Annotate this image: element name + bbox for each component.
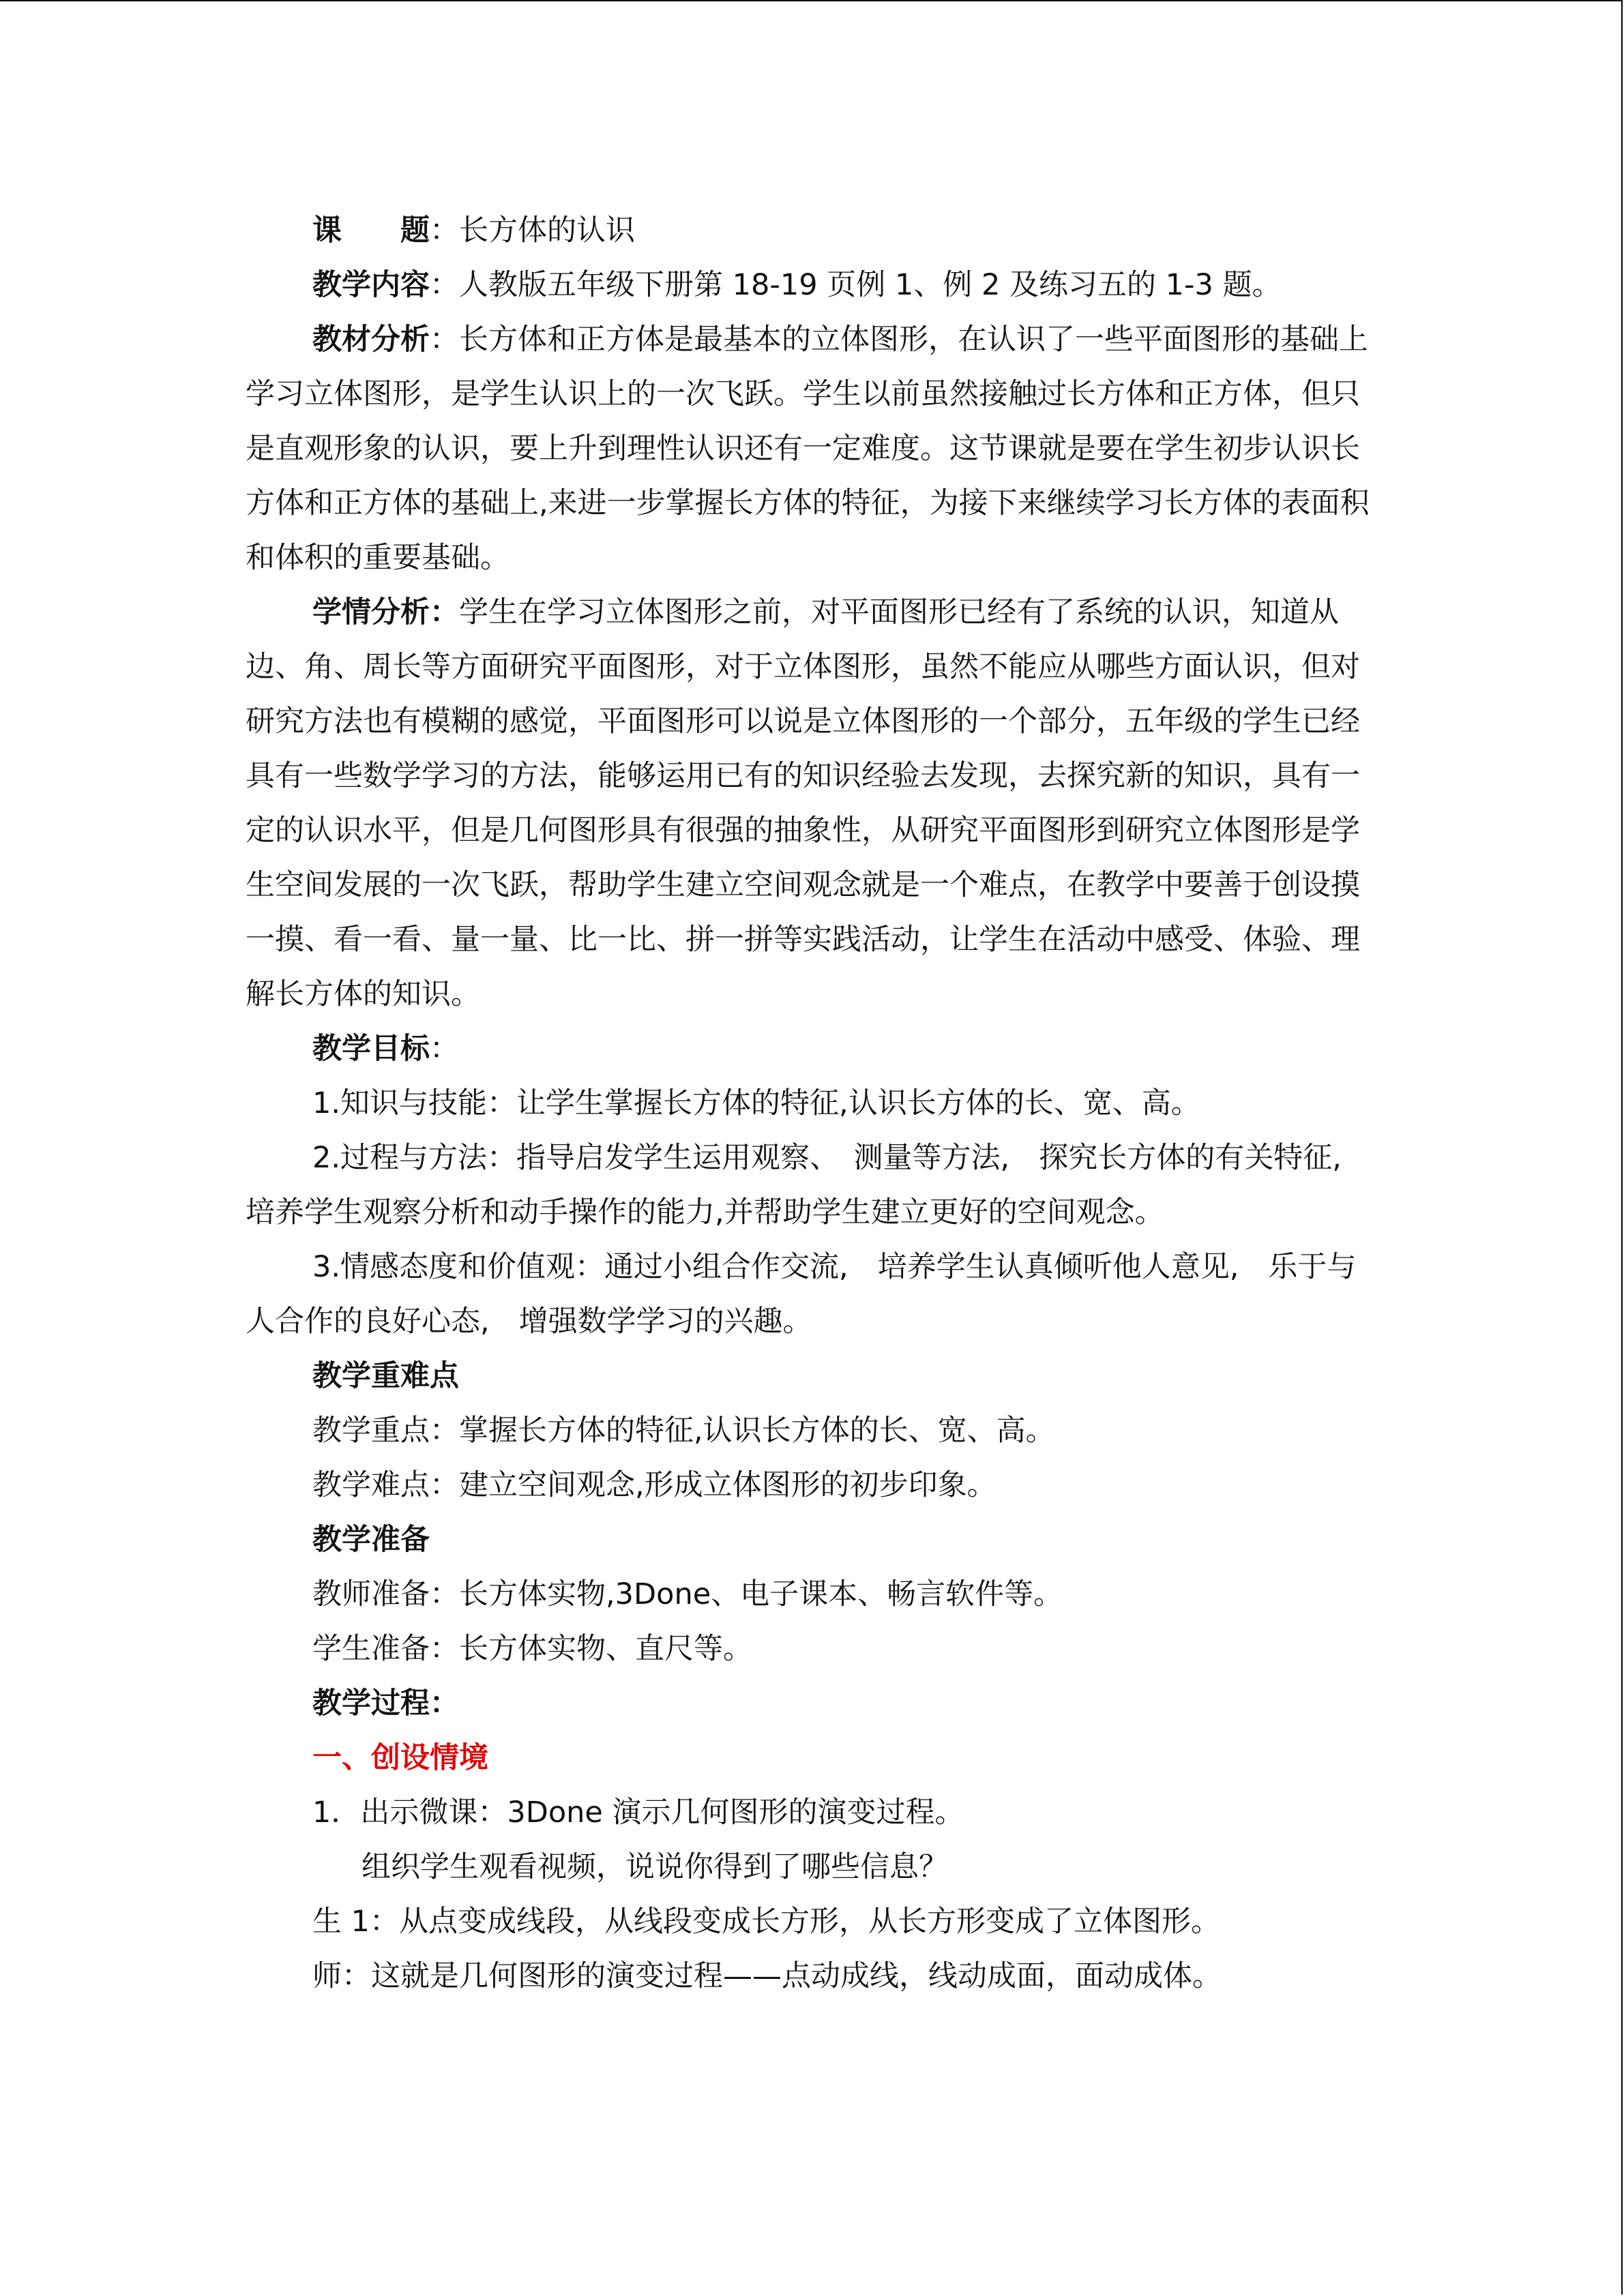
process-heading: 教学过程： <box>312 1686 459 1720</box>
content-line <box>246 258 1378 312</box>
document-body <box>246 203 1378 2003</box>
prep-heading: 教学准备 <box>312 1523 430 1557</box>
material-value: ：长方体和正方体是最基本的立体图形，在认识了一些平面图形的基础上学习立体图形，是学生认识上的一次飞跃。学生以前虽然接触过长方体和正方体，但只是直观形象的认识，要上升到理性认识还有一定难度。这节课就是要在学生初步认识长方体和正方体的基础上,来进一步掌握长方体的特征，为接下来继续学习长方体的表面积和体积的重要基础。 <box>246 323 1370 575</box>
student-prep: 学生准备：长方体实物、直尺等。 <box>312 1632 752 1666</box>
student-value: 学生在学习立体图形之前，对平面图形已经有了系统的认识，知道从边、角、周长等方面研究平面图形，对于立体图形，虽然不能应从哪些方面认识，但对研究方法也有模糊的感觉，平面图形可以说是立体图形的一个部分，五年级的学生已经具有一些数学学习的方法，能够运用已有的知识经验去发现，去探究新的知识，具有一定的认识水平，但是几何图形具有很强的抽象性，从研究平面图形到研究立体图形是学生空间发展的一次飞跃，帮助学生建立空间观念就是一个难点，在教学中要善于创设摸一摸、看一看、量一量、比一比、拼一拼等实践活动，让学生在活动中感受、体验、理解长方体的知识。 <box>246 595 1360 1011</box>
goal-2: 2.过程与方法：指导启发学生运用观察、 测量等方法, 探究长方体的有关特征, 培养学生观察分析和动手操作的能力,并帮助学生建立更好的空间观念。 <box>246 1141 1371 1229</box>
material-analysis <box>246 312 1378 585</box>
goals-colon: ： <box>430 1032 459 1066</box>
student-label: 学情分析： <box>312 595 459 629</box>
content-label: 教学内容 <box>312 268 430 302</box>
keypoints-heading: 教学重难点 <box>312 1359 459 1393</box>
material-label: 教材分析 <box>312 323 430 357</box>
content-value: ：人教版五年级下册第 18-19 页例 1、例 2 及练习五的 1-3 题。 <box>430 268 1282 302</box>
topic-value: ：长方体的认识 <box>430 213 635 248</box>
student-analysis <box>246 585 1378 1022</box>
topic-label: 课 题 <box>312 213 430 248</box>
section-1-heading: 一、创设情境 <box>312 1741 488 1775</box>
goals-label: 教学目标 <box>312 1032 430 1066</box>
difficulty: 教学难点：建立空间观念,形成立体图形的初步印象。 <box>312 1468 996 1502</box>
key-point: 教学重点：掌握长方体的特征,认识长方体的长、宽、高。 <box>312 1414 1055 1448</box>
teacher-prep: 教师准备：长方体实物,3Done、电子课本、畅言软件等。 <box>312 1577 1063 1611</box>
goal-1: 1.知识与技能：让学生掌握长方体的特征,认识长方体的长、宽、高。 <box>312 1086 1200 1120</box>
step-1-sub: 组织学生观看视频，说说你得到了哪些信息？ <box>361 1850 948 1884</box>
step-1: 1．出示微课：3Done 演示几何图形的演变过程。 <box>312 1795 964 1830</box>
student-answer-1: 生 1：从点变成线段，从线段变成长方形，从长方形变成了立体图形。 <box>312 1905 1221 1939</box>
teacher-remark-1: 师：这就是几何图形的演变过程——点动成线，线动成面，面动成体。 <box>312 1959 1222 1993</box>
topic-line <box>246 203 1378 258</box>
goal-3: 3.情感态度和价值观：通过小组合作交流, 培养学生认真倾听他人意见, 乐于与人合作的良好心态, 增强数学学习的兴趣。 <box>246 1250 1357 1339</box>
goals-heading <box>246 1022 1378 1076</box>
